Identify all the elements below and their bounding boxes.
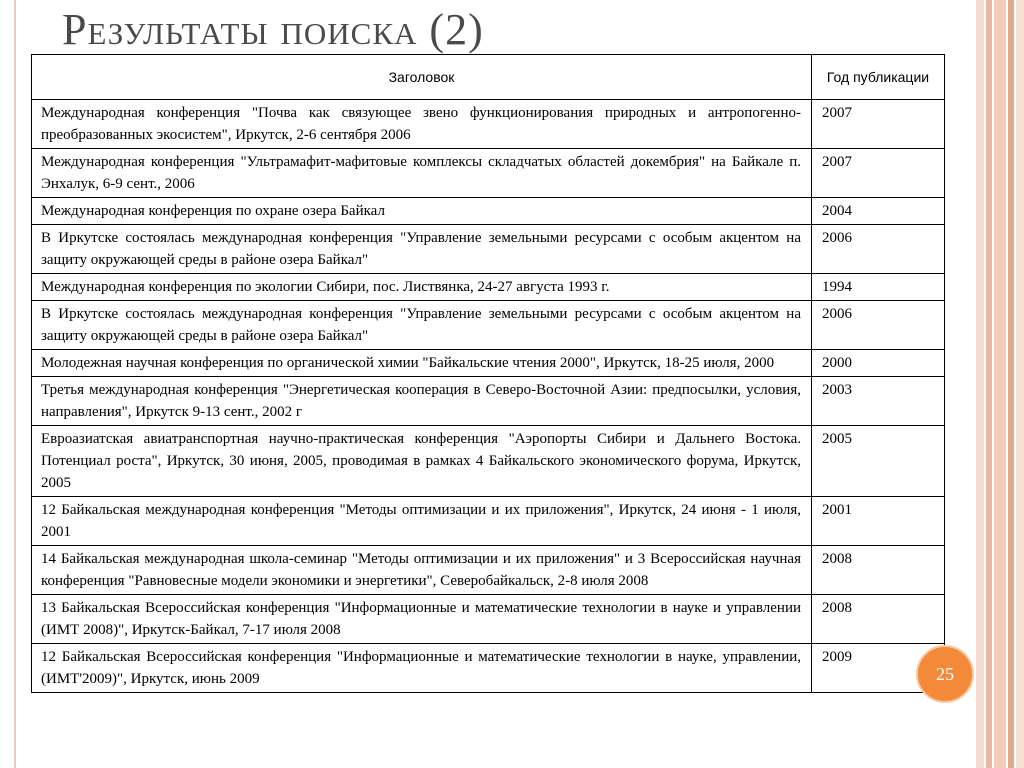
slide-left-border bbox=[14, 0, 16, 768]
row-title-cell: Международная конференция по охране озера Байкал bbox=[32, 198, 812, 225]
page-number-badge: 25 bbox=[916, 645, 974, 703]
table-row bbox=[32, 274, 945, 301]
table-row bbox=[32, 426, 945, 497]
slide-title: Результаты поиска (2) bbox=[62, 5, 484, 54]
row-year-cell: 2007 bbox=[812, 100, 945, 149]
table-row bbox=[32, 198, 945, 225]
table-header-row bbox=[32, 55, 945, 100]
row-title-cell: Евроазиатская авиатранспортная научно-практическая конференция "Аэропорты Сибири и Дальнего Востока. Потенциал роста", Иркутск, 30 июня, 2005, проводимая в рамках 4 Байкальского экономического форума, Иркутск, 2005 bbox=[32, 426, 812, 497]
row-title-cell: Третья международная конференция "Энергетическая кооперация в Северо-Восточной Азии: предпосылки, условия, направления", Иркутск 9-13 сент., 2002 г bbox=[32, 377, 812, 426]
column-header-year: Год публикации bbox=[812, 55, 945, 100]
row-title-cell: 12 Байкальская международная конференция "Методы оптимизации и их приложения", Иркутск, 24 июня - 1 июля, 2001 bbox=[32, 497, 812, 546]
row-title-cell: 12 Байкальская Всероссийская конференция "Информационные и математические технологии в науке, управлении, (ИМТ'2009)", Иркутск, июнь 2009 bbox=[32, 644, 812, 693]
row-year-cell: 2006 bbox=[812, 225, 945, 274]
table-row bbox=[32, 149, 945, 198]
table-row bbox=[32, 377, 945, 426]
table-body bbox=[32, 100, 945, 693]
row-title-cell: 13 Байкальская Всероссийская конференция "Информационные и математические технологии в науке и управлении (ИМТ 2008)", Иркутск-Байкал, 7-17 июля 2008 bbox=[32, 595, 812, 644]
table-row bbox=[32, 350, 945, 377]
results-table bbox=[31, 54, 945, 693]
row-year-cell: 2004 bbox=[812, 198, 945, 225]
table-row bbox=[32, 497, 945, 546]
row-title-cell: Международная конференция по экологии Сибири, пос. Листвянка, 24-27 августа 1993 г. bbox=[32, 274, 812, 301]
table-row bbox=[32, 225, 945, 274]
row-title-cell: Молодежная научная конференция по органической химии "Байкальские чтения 2000", Иркутск, 18-25 июля, 2000 bbox=[32, 350, 812, 377]
row-title-cell: Международная конференция "Почва как связующее звено функционирования природных и антропогенно-преобразованных экосистем", Иркутск, 2-6 сентября 2006 bbox=[32, 100, 812, 149]
row-year-cell: 2000 bbox=[812, 350, 945, 377]
row-title-cell: В Иркутске состоялась международная конференция "Управление земельными ресурсами с особым акцентом на защиту окружающей среды в районе озера Байкал" bbox=[32, 301, 812, 350]
table-row bbox=[32, 100, 945, 149]
row-title-cell: 14 Байкальская международная школа-семинар "Методы оптимизации и их приложения" и 3 Всероссийская научная конференция "Равновесные модели экономики и энергетики", Северобайкальск, 2-8 июля 2008 bbox=[32, 546, 812, 595]
table-row bbox=[32, 301, 945, 350]
column-header-title: Заголовок bbox=[32, 55, 812, 100]
row-title-cell: В Иркутске состоялась международная конференция "Управление земельными ресурсами с особым акцентом на защиту окружающей среды в районе озера Байкал" bbox=[32, 225, 812, 274]
row-year-cell: 2007 bbox=[812, 149, 945, 198]
row-year-cell: 2006 bbox=[812, 301, 945, 350]
row-title-cell: Международная конференция "Ультрамафит-мафитовые комплексы складчатых областей докембрия" на Байкале п. Энхалук, 6-9 сент., 2006 bbox=[32, 149, 812, 198]
row-year-cell: 2008 bbox=[812, 546, 945, 595]
row-year-cell: 2008 bbox=[812, 595, 945, 644]
row-year-cell: 2009 bbox=[812, 644, 945, 693]
row-year-cell: 2003 bbox=[812, 377, 945, 426]
table-row bbox=[32, 546, 945, 595]
table-row bbox=[32, 595, 945, 644]
decorative-stripes bbox=[976, 0, 1024, 768]
table-row bbox=[32, 644, 945, 693]
row-year-cell: 2001 bbox=[812, 497, 945, 546]
row-year-cell: 1994 bbox=[812, 274, 945, 301]
row-year-cell: 2005 bbox=[812, 426, 945, 497]
